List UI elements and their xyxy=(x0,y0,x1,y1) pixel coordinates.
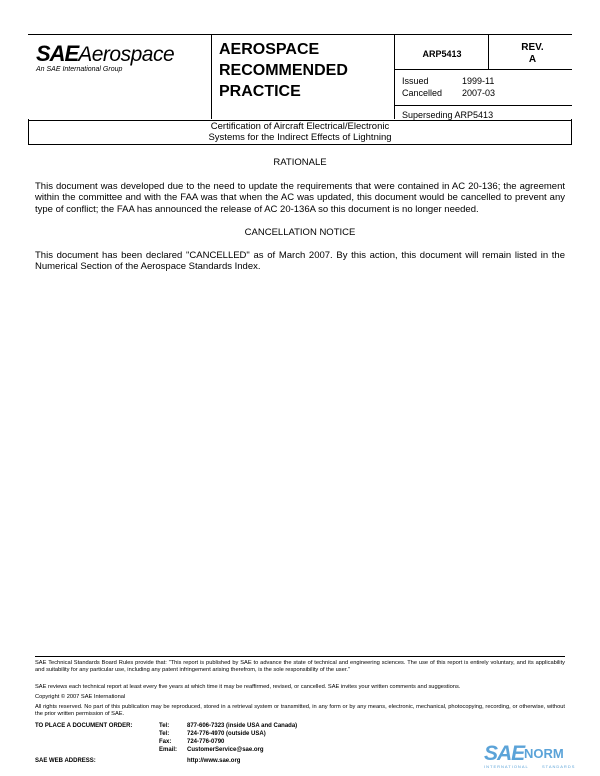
doc-type-line: PRACTICE xyxy=(219,83,301,100)
document-type xyxy=(219,39,394,102)
order-label: TO PLACE A DOCUMENT ORDER: xyxy=(35,723,133,729)
revision xyxy=(493,42,572,66)
email-link[interactable]: CustomerService@sae.org xyxy=(187,747,264,753)
web-address-link[interactable]: http://www.sae.org xyxy=(187,758,241,764)
document-number: ARP5413 xyxy=(422,49,462,59)
watermark-sub-right: STANDARDS xyxy=(542,764,576,769)
superseding-note: Superseding ARP5413 xyxy=(402,110,494,120)
contact-value: 877-606-7323 (inside USA and Canada) xyxy=(187,723,298,729)
logo-tagline: An SAE International Group xyxy=(36,66,123,73)
footer-rights-note: All rights reserved. No part of this publication may be reproduced, stored in a retrieval system or transmitted, in any form or by any means, electronic, mechanical, photocopying, recording, or otherwise, without the prior written permission of SAE. xyxy=(35,704,565,717)
logo-product: Aerospace xyxy=(78,43,175,66)
divider xyxy=(211,35,212,119)
watermark-name: NORM xyxy=(524,746,564,761)
rationale-body: This document was developed due to the need to update the requirements that were contained in AC 20-136; the agreement within the committee and with the FAA was that when the AC was updated, this document would be cancelled to prevent any type of conflict; the FAA has announced the release of AC 20-136A so this document is no longer needed. xyxy=(35,181,565,215)
doc-type-line: RECOMMENDED xyxy=(219,62,348,79)
watermark-sub-left: INTERNATIONAL xyxy=(484,764,529,769)
document-title xyxy=(28,119,572,145)
contact-key: Email: xyxy=(159,747,178,753)
revision-value: A xyxy=(528,54,537,65)
footer-rules-note: SAE Technical Standards Board Rules provide that: “This report is published by SAE to advance the state of technical and engineering sciences. The use of this report is entirely voluntary, and its applicability and suitability for any particular use, including any patent infringement arising therefrom, is the sole responsibility of the user.” xyxy=(35,660,565,673)
footer-review-note: SAE reviews each technical report at least every five years at which time it may be reaffirmed, revised, or cancelled. SAE invites your written comments and suggestions. xyxy=(35,684,461,690)
cancelled-label: Cancelled xyxy=(402,88,443,98)
footer-divider xyxy=(35,656,565,657)
cancelled-value: 2007-03 xyxy=(462,88,496,98)
contact-value: 724-776-4970 (outside USA) xyxy=(187,731,266,737)
revision-label: REV. xyxy=(521,42,544,53)
divider xyxy=(394,35,395,119)
contact-key: Fax: xyxy=(159,739,172,745)
sae-norm-watermark xyxy=(484,742,594,772)
contact-key: Tel: xyxy=(159,731,170,737)
web-label: SAE WEB ADDRESS: xyxy=(35,758,96,764)
divider xyxy=(394,105,572,106)
title-line: Certification of Aircraft Electrical/Electronic xyxy=(210,121,390,132)
date-block xyxy=(402,75,495,99)
divider xyxy=(394,69,572,70)
rationale-heading: RATIONALE xyxy=(273,157,327,168)
divider xyxy=(488,35,489,69)
contact-value: 724-776-0790 xyxy=(187,739,225,745)
doc-type-line: AEROSPACE xyxy=(219,41,320,58)
document-header xyxy=(28,34,572,121)
contact-key: Tel: xyxy=(159,723,170,729)
cancellation-body: This document has been declared "CANCELLED" as of March 2007. By this action, this document will remain listed in the Numerical Section of the Aerospace Standards Index. xyxy=(35,250,565,273)
cancellation-heading: CANCELLATION NOTICE xyxy=(244,227,356,238)
order-info xyxy=(35,722,297,765)
logo-brand: SAE xyxy=(36,41,79,66)
issued-value: 1999-11 xyxy=(462,76,495,86)
sae-aerospace-logo xyxy=(36,41,206,81)
watermark-brand: SAE xyxy=(484,742,525,765)
issued-label: Issued xyxy=(402,76,429,86)
title-line: Systems for the Indirect Effects of Lightning xyxy=(208,132,392,143)
footer-copyright: Copyright © 2007 SAE International xyxy=(35,694,126,700)
